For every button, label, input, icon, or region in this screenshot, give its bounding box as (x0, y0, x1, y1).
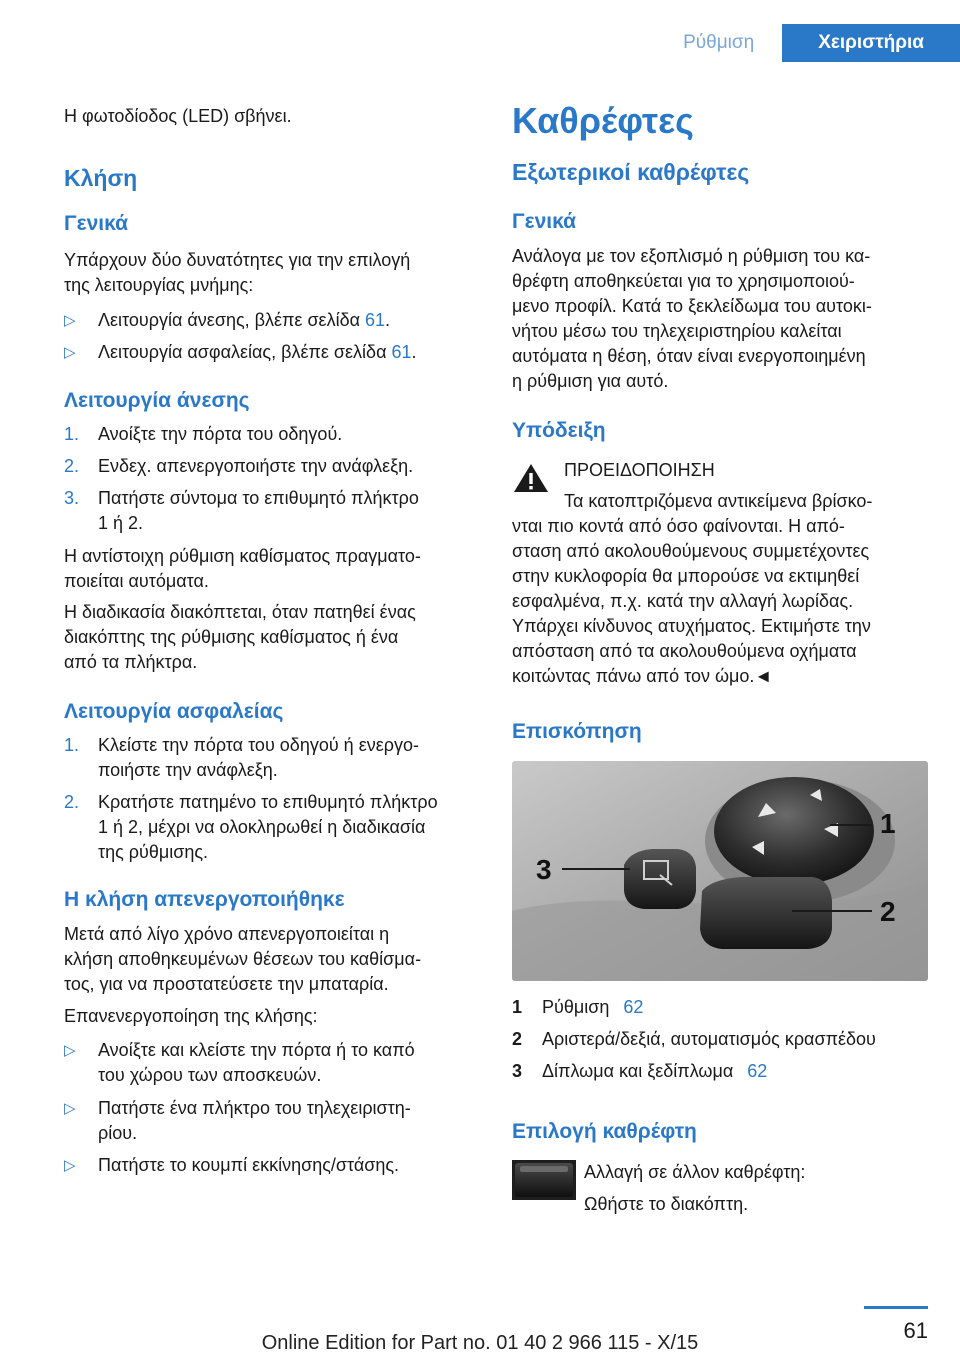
legend-label: Δίπλωμα και ξεδίπλωμα (542, 1061, 734, 1081)
select-text-2: Ωθήστε το διακόπτη. (584, 1194, 749, 1214)
period: . (385, 310, 391, 330)
step-text (98, 733, 419, 783)
text-line: κοιτώντας πάνω από τον ώμο.◄ (512, 666, 773, 686)
step-number: 2. (64, 456, 80, 476)
text-line: θρέφτη αποθηκεύεται για το χρησιμοποιού‐ (512, 271, 855, 291)
comfort-para-1-l2: ποιείται αυτόματα. (64, 571, 209, 591)
deact-l1: Μετά από λίγο χρόνο απενεργοποιείται η (64, 924, 390, 944)
legend-label: Αριστερά/δεξιά, αυτοματισμός κρασπέδου (542, 1029, 876, 1049)
reactivate-label: Επανενεργοποίηση της κλήσης: (64, 1006, 318, 1026)
step-number: 1. (64, 424, 80, 444)
comfort-ref-text (98, 308, 390, 333)
mirror-switch-icon (512, 1160, 576, 1200)
general-text-2: της λειτουργίας μνήμης: (64, 275, 254, 295)
comfort-para-1-l1: Η αντίστοιχη ρύθμιση καθίσματος πραγματο‐ (64, 546, 421, 566)
heading-general-right: Γενικά (512, 210, 577, 233)
page-number: 61 (903, 1318, 928, 1343)
text-line: Ανάλογα με τον εξοπλισμό η ρύθμιση του κα‐ (512, 246, 871, 266)
react-text (98, 1096, 411, 1146)
list-item-react (64, 1153, 484, 1178)
react-text: Πατήστε το κουμπί εκκίνησης/στάσης. (98, 1155, 400, 1175)
step-text (98, 790, 438, 865)
step-line: Πατήστε σύντομα το επιθυμητό πλήκτρο (98, 488, 419, 508)
comfort-step (64, 454, 484, 479)
tab-chapter[interactable]: Χειριστήρια (782, 24, 960, 62)
safety-step (64, 733, 484, 783)
safety-step (64, 790, 484, 865)
text-line: απόσταση από τα ακολουθούμενα οχήματα (512, 641, 857, 661)
step-line: 1 ή 2, μέχρι να ολοκληρωθεί η διαδικασία (98, 817, 426, 837)
step-line: ποιήστε την ανάφλεξη. (98, 760, 278, 780)
heading-call: Κλήση (64, 165, 138, 191)
bullet-marker: ▷ (64, 1157, 76, 1174)
react-line: Πατήστε ένα πλήκτρο του τηλεχειριστη‐ (98, 1098, 411, 1118)
comfort-step (64, 422, 484, 447)
deact-l3: τος, για να προστατεύσετε την μπαταρία. (64, 974, 389, 994)
mirror-control-illustration (512, 761, 928, 981)
list-item-comfort-ref (64, 308, 484, 333)
header-tabs (655, 24, 960, 62)
text-line: Υπάρχει κίνδυνος ατυχήματος. Εκτιμήστε την (512, 616, 871, 636)
callout-1: 1 (880, 808, 896, 839)
step-number: 2. (64, 792, 80, 812)
legend-page-link[interactable]: 62 (747, 1061, 768, 1081)
react-line: ρίου. (98, 1123, 138, 1143)
safety-ref-label: Λειτουργία ασφαλείας, βλέπε σελίδα (98, 342, 392, 362)
warning-triangle-icon (512, 462, 550, 494)
heading-mirrors: Καθρέφτες (512, 100, 694, 141)
list-item-react (64, 1038, 484, 1088)
tab-section[interactable]: Ρύθμιση (655, 24, 782, 62)
step-text: Ενδεχ. απενεργοποιήστε την ανάφλεξη. (98, 456, 414, 476)
warning-paragraph (512, 514, 932, 689)
legend-item (512, 1059, 767, 1084)
comfort-para-2-l1: Η διαδικασία διακόπτεται, όταν πατηθεί ένας (64, 602, 416, 622)
heading-general: Γενικά (64, 212, 129, 235)
text-line: νήτου μέσω του τηλεχειριστηρίου καλείται (512, 321, 842, 341)
comfort-para-2-l3: από τα πλήκτρα. (64, 652, 198, 672)
text-line: εσφαλμένα, π.χ. κατά την αλλαγή λωρίδας. (512, 591, 854, 611)
step-text (98, 486, 419, 536)
legend-number: 1 (512, 997, 523, 1017)
text-line: νται πιο κοντά από όσο φαίνονται. Η από‐ (512, 516, 845, 536)
warning-title: ΠΡΟΕΙΔΟΠΟΙΗΣΗ (564, 460, 715, 480)
heading-comfort: Λειτουργία άνεσης (64, 389, 250, 412)
list-item-react (64, 1096, 484, 1146)
select-text-1: Αλλαγή σε άλλον καθρέφτη: (584, 1162, 806, 1182)
warning-first-line: Τα κατοπτριζόμενα αντικείμενα βρίσκο‐ (564, 491, 873, 511)
period: . (411, 342, 417, 362)
intro-text: Η φωτοδίοδος (LED) σβήνει. (64, 106, 292, 126)
react-line: του χώρου των αποσκευών. (98, 1065, 322, 1085)
bullet-marker: ▷ (64, 344, 76, 361)
step-line: Κλείστε την πόρτα του οδηγού ή ενεργο‐ (98, 735, 419, 755)
page-number-rule (864, 1306, 928, 1309)
page-link-61[interactable]: 61 (365, 310, 386, 330)
text-line: στην κυκλοφορία θα μπορούσε να εκτιμηθεί (512, 566, 860, 586)
text-line: μενο προφίλ. Κατά το ξεκλείδωμα του αυτοκι‐ (512, 296, 872, 316)
comfort-ref-label: Λειτουργία άνεσης, βλέπε σελίδα (98, 310, 366, 330)
mirror-control-photo (512, 761, 928, 981)
heading-overview: Επισκόπηση (512, 720, 642, 743)
heading-safety: Λειτουργία ασφαλείας (64, 700, 284, 723)
safety-ref-text (98, 340, 417, 365)
legend-number: 2 (512, 1029, 523, 1049)
react-line: Ανοίξτε και κλείστε την πόρτα ή το καπό (98, 1040, 415, 1060)
text-line: σταση από ακολουθούμενους συμμετέχοντες (512, 541, 870, 561)
heading-exterior-mirrors: Εξωτερικοί καθρέφτες (512, 159, 750, 185)
text-line: αυτόματα η θέση, όταν είναι ενεργοποιημένη (512, 346, 866, 366)
general-paragraph (512, 244, 932, 394)
bullet-marker: ▷ (64, 312, 76, 329)
comfort-step (64, 486, 484, 536)
bullet-marker: ▷ (64, 1042, 76, 1059)
step-number: 3. (64, 488, 80, 508)
list-item-safety-ref (64, 340, 484, 365)
bullet-marker: ▷ (64, 1100, 76, 1117)
footer-edition: Online Edition for Part no. 01 40 2 966 115 - X/15 (261, 1332, 699, 1354)
heading-deactivated: Η κλήση απενεργοποιήθηκε (64, 888, 345, 911)
deact-l2: κλήση αποθηκευμένων θέσεων του καθίσμα‐ (64, 949, 422, 969)
legend-number: 3 (512, 1061, 523, 1081)
page-link-61[interactable]: 61 (391, 342, 412, 362)
callout-2: 2 (880, 896, 896, 927)
callout-3: 3 (536, 854, 552, 885)
heading-select-mirror: Επιλογή καθρέφτη (512, 1120, 697, 1143)
text-line: η ρύθμιση για αυτό. (512, 371, 669, 391)
legend-item (512, 1027, 876, 1052)
step-line: Κρατήστε πατημένο το επιθυμητό πλήκτρο (98, 792, 438, 812)
legend-item (512, 995, 643, 1020)
legend-label: Ρύθμιση (542, 997, 610, 1017)
step-line: 1 ή 2. (98, 513, 144, 533)
legend-page-link[interactable]: 62 (623, 997, 644, 1017)
step-text: Ανοίξτε την πόρτα του οδηγού. (98, 424, 343, 444)
general-text-1: Υπάρχουν δύο δυνατότητες για την επιλογή (64, 250, 411, 270)
react-text (98, 1038, 415, 1088)
step-line: της ρύθμισης. (98, 842, 209, 862)
comfort-para-2-l2: διακόπτης της ρύθμισης καθίσματος ή ένα (64, 627, 399, 647)
step-number: 1. (64, 735, 80, 755)
heading-note: Υπόδειξη (512, 419, 606, 442)
